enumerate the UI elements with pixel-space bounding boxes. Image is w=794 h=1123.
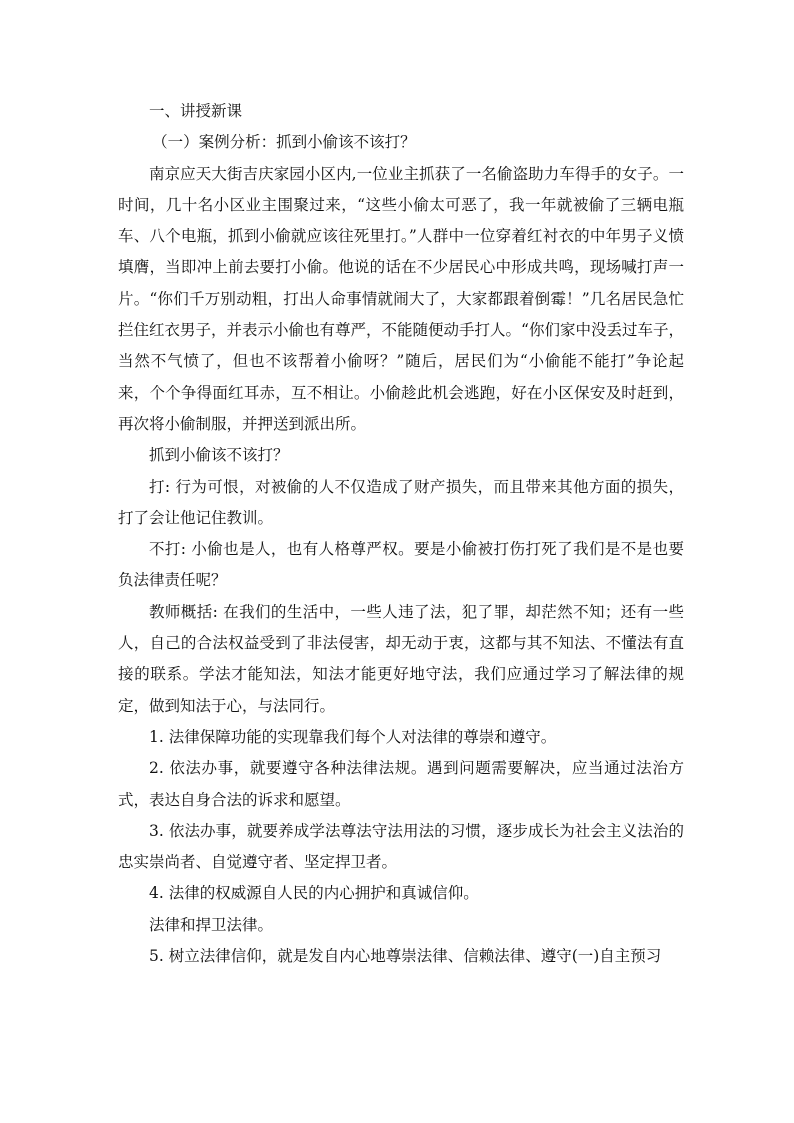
hit-view-paragraph: 打: 行为可恨，对被偷的人不仅造成了财产损失，而且带来其他方面的损失，打了会让他记住教训。: [118, 477, 684, 527]
document-body: [118, 96, 684, 972]
teacher-summary-paragraph: 教师概括: 在我们的生活中，一些人违了法，犯了罪，却茫然不知；还有一些人，自己的合法权益受到了非法侵害，却无动于衷，这都与其不知法、不懂法有直接的联系。学法才能知法，知法才能更好地守法，我们应通过学习了解法律的规定，做到知法于心，与法同行。: [118, 602, 684, 715]
point-4-continued: 法律和捍卫法律。: [149, 915, 274, 934]
case-paragraph: 南京应天大街吉庆家园小区内,一位业主抓获了一名偷盗助力车得手的女子。一时间，几十名小区业主围聚过来，“这些小偷太可恶了，我一年就被偷了三辆电瓶车、八个电瓶，抓到小偷就应该往死里打。”人群中一位穿着红衬衣的中年男子义愤填膺，当即冲上前去要打小偷。他说的话在不少居民心中形成共鸣，现场喊打声一片。“你们千万别动粗，打出人命事情就闹大了，大家都跟着倒霉！”几名居民急忙拦住红衣男子，并表示小偷也有尊严，不能随便动手打人。“你们家中没丢过车子，当然不气愤了，但也不该帮着小偷呀？”随后，居民们为“小偷能不能打”争论起来，个个争得面红耳赤，互不相让。小偷趁此机会逃跑，好在小区保安及时赶到，再次将小偷制服，并押送到派出所。: [118, 164, 684, 433]
case-heading: （一）案例分析：抓到小偷该不该打？: [152, 133, 416, 152]
question-paragraph: 抓到小偷该不该打？: [149, 446, 289, 465]
no-hit-view-paragraph: 不打: 小偷也是人，也有人格尊严权。要是小偷被打伤打死了我们是不是也要负法律责任呢？: [118, 540, 684, 590]
point-3: 3. 依法办事，就要养成学法尊法守法用法的习惯，逐步成长为社会主义法治的忠实崇尚者、自觉遵守者、坚定捍卫者。: [118, 821, 684, 872]
point-4: 4. 法律的权威源自人民的内心拥护和真诚信仰。: [149, 884, 479, 903]
point-5: 5. 树立法律信仰，就是发自内心地尊崇法律、信赖法律、遵守(一)自主预习: [149, 947, 662, 966]
point-1: 1. 法律保障功能的实现靠我们每个人对法律的尊崇和遵守。: [149, 727, 557, 746]
section-heading: 一、讲授新课: [149, 102, 243, 120]
point-2: 2. 依法办事，就要遵守各种法律法规。遇到问题需要解决，应当通过法治方式，表达自身合法的诉求和愿望。: [118, 759, 684, 809]
